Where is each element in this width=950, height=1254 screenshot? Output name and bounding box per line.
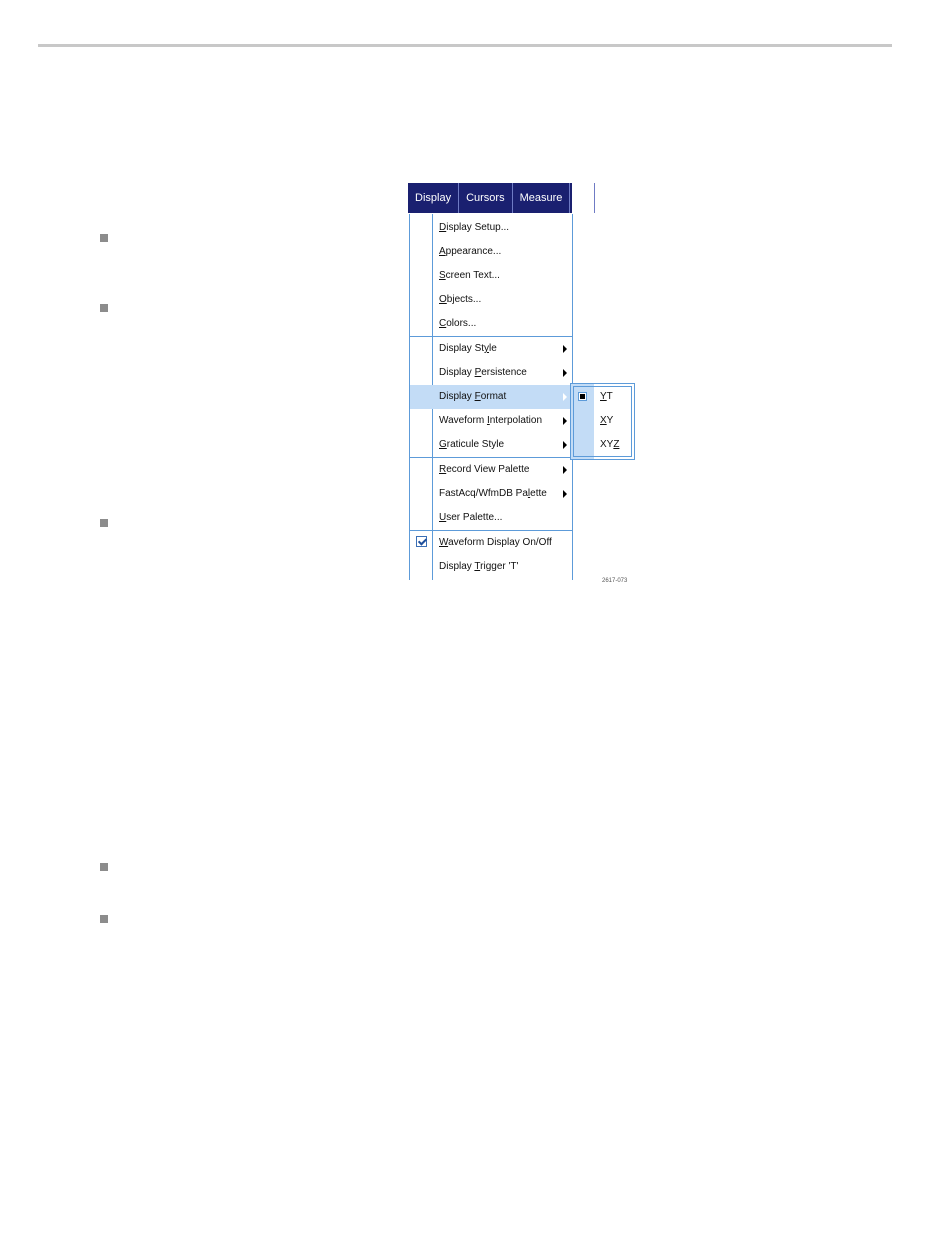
menu-item-fastacq-wfmdb-palette[interactable] — [410, 482, 572, 506]
menu-item-label: Colors... — [439, 318, 477, 329]
menubar-item-next[interactable]: M — [570, 183, 594, 213]
bullet-5 — [100, 915, 108, 923]
menu-item-graticule-style[interactable] — [410, 433, 572, 457]
submenu-item-yt[interactable]: YT — [600, 391, 613, 402]
menu-item-label: Appearance... — [439, 246, 502, 257]
menu-bar — [408, 183, 587, 213]
bullet-3 — [100, 519, 108, 527]
menubar-item-display[interactable]: Display — [408, 183, 459, 213]
bullet-2 — [100, 304, 108, 312]
menu-item-label: Display Trigger 'T' — [439, 561, 519, 572]
menu-item-waveform-display-toggle[interactable] — [410, 531, 572, 555]
submenu-item-xy[interactable]: XY — [600, 415, 614, 426]
menu-item-colors[interactable] — [410, 312, 572, 336]
menubar-item-measure[interactable]: Measure — [513, 183, 571, 213]
menu-item-label: User Palette... — [439, 512, 503, 523]
submenu-arrow-icon — [563, 345, 567, 353]
menu-item-label: Display Persistence — [439, 367, 527, 378]
submenu-arrow-icon — [563, 417, 567, 425]
menu-item-label: Waveform Interpolation — [439, 415, 543, 426]
display-format-submenu — [570, 383, 635, 460]
menu-item-label: Record View Palette — [439, 464, 530, 475]
menu-item-waveform-interpolation[interactable] — [410, 409, 572, 433]
menu-item-label: FastAcq/WfmDB Palette — [439, 488, 547, 499]
bullet-4 — [100, 863, 108, 871]
submenu-arrow-icon — [563, 490, 567, 498]
figure-id: 2617-073 — [602, 578, 628, 584]
menu-item-label: Display Style — [439, 343, 497, 354]
bullet-1 — [100, 234, 108, 242]
menu-item-label: Objects... — [439, 294, 482, 305]
menu-item-screen-text[interactable] — [410, 264, 572, 288]
menu-item-label: Display Setup... — [439, 222, 510, 233]
menu-item-display-trigger-t[interactable] — [410, 555, 572, 579]
display-menu — [409, 214, 573, 580]
submenu-item-xyz[interactable]: XYZ — [600, 439, 620, 450]
menu-item-label: Display Format — [439, 391, 507, 402]
checkmark-icon — [416, 536, 427, 547]
submenu-arrow-icon — [563, 466, 567, 474]
menu-item-label: Graticule Style — [439, 439, 505, 450]
menu-item-display-persistence[interactable] — [410, 361, 572, 385]
menu-item-label: Screen Text... — [439, 270, 500, 281]
menu-item-display-format[interactable] — [410, 385, 572, 409]
submenu-arrow-icon — [563, 393, 567, 401]
menu-item-display-style[interactable] — [410, 337, 572, 361]
selected-radio-icon — [578, 392, 587, 401]
menu-item-user-palette[interactable] — [410, 506, 572, 530]
submenu-arrow-icon — [563, 369, 567, 377]
menu-item-appearance[interactable] — [410, 240, 572, 264]
menu-item-display-setup[interactable] — [410, 216, 572, 240]
menu-item-label: Waveform Display On/Off — [439, 537, 552, 548]
submenu-arrow-icon — [563, 441, 567, 449]
menu-item-objects[interactable] — [410, 288, 572, 312]
top-rule — [38, 44, 892, 47]
menu-item-record-view-palette[interactable] — [410, 458, 572, 482]
menubar-item-cursors[interactable]: Cursors — [459, 183, 513, 213]
